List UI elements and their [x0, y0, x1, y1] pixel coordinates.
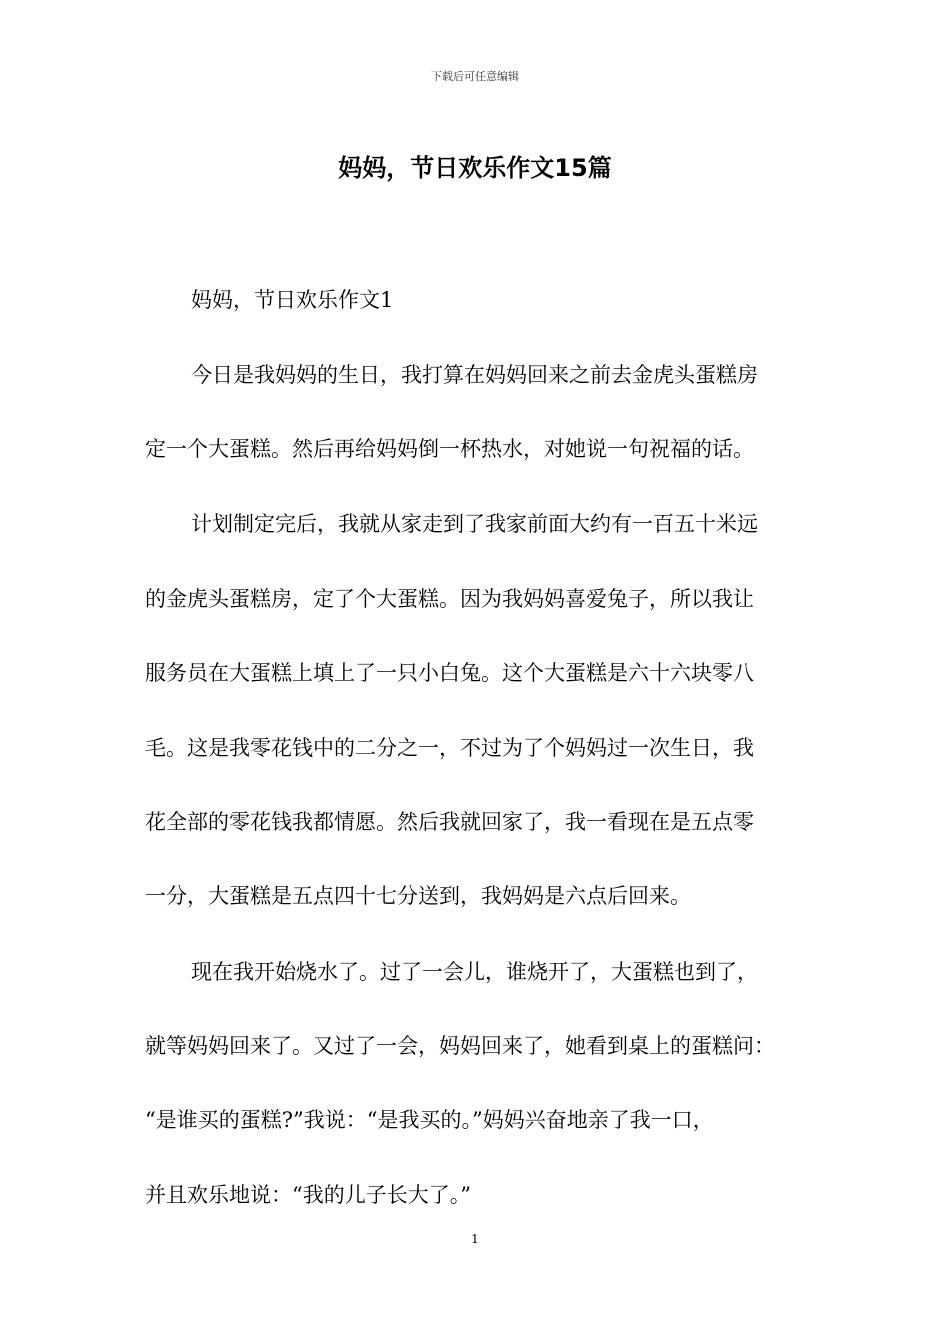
text-line: 一分，大蛋糕是五点四十七分送到，我妈妈是六点后回来。	[145, 884, 691, 908]
text-line: 的金虎头蛋糕房，定了个大蛋糕。因为我妈妈喜爱兔子，所以我让	[145, 587, 754, 611]
text-line: “是谁买的蛋糕?”我说：“是我买的。”妈妈兴奋地亲了我一口，	[145, 1108, 714, 1132]
text-line: 花全部的零花钱我都情愿。然后我就回家了，我一看现在是五点零	[145, 810, 754, 834]
page-number: 1	[471, 1232, 479, 1246]
text-line: 并且欢乐地说：“我的儿子长大了。”	[145, 1183, 471, 1207]
text-line: 服务员在大蛋糕上填上了一只小白兔。这个大蛋糕是六十六块零八	[145, 661, 754, 685]
section-heading: 妈妈，节日欢乐作文1	[191, 288, 394, 312]
text-line: 定一个大蛋糕。然后再给妈妈倒一杯热水，对她说一句祝福的话。	[145, 437, 754, 461]
text-line: 计划制定完后，我就从家走到了我家前面大约有一百五十米远	[191, 512, 758, 536]
text-line: 就等妈妈回来了。又过了一会，妈妈回来了，她看到桌上的蛋糕问：	[145, 1034, 775, 1058]
header-note: 下载后可任意编辑	[431, 70, 519, 83]
document-title: 妈妈，节日欢乐作文15篇	[338, 154, 612, 182]
text-line: 毛。这是我零花钱中的二分之一，不过为了个妈妈过一次生日，我	[145, 736, 754, 760]
text-line: 现在我开始烧水了。过了一会儿，谁烧开了，大蛋糕也到了，	[191, 960, 758, 984]
text-line: 今日是我妈妈的生日，我打算在妈妈回来之前去金虎头蛋糕房	[191, 363, 758, 387]
